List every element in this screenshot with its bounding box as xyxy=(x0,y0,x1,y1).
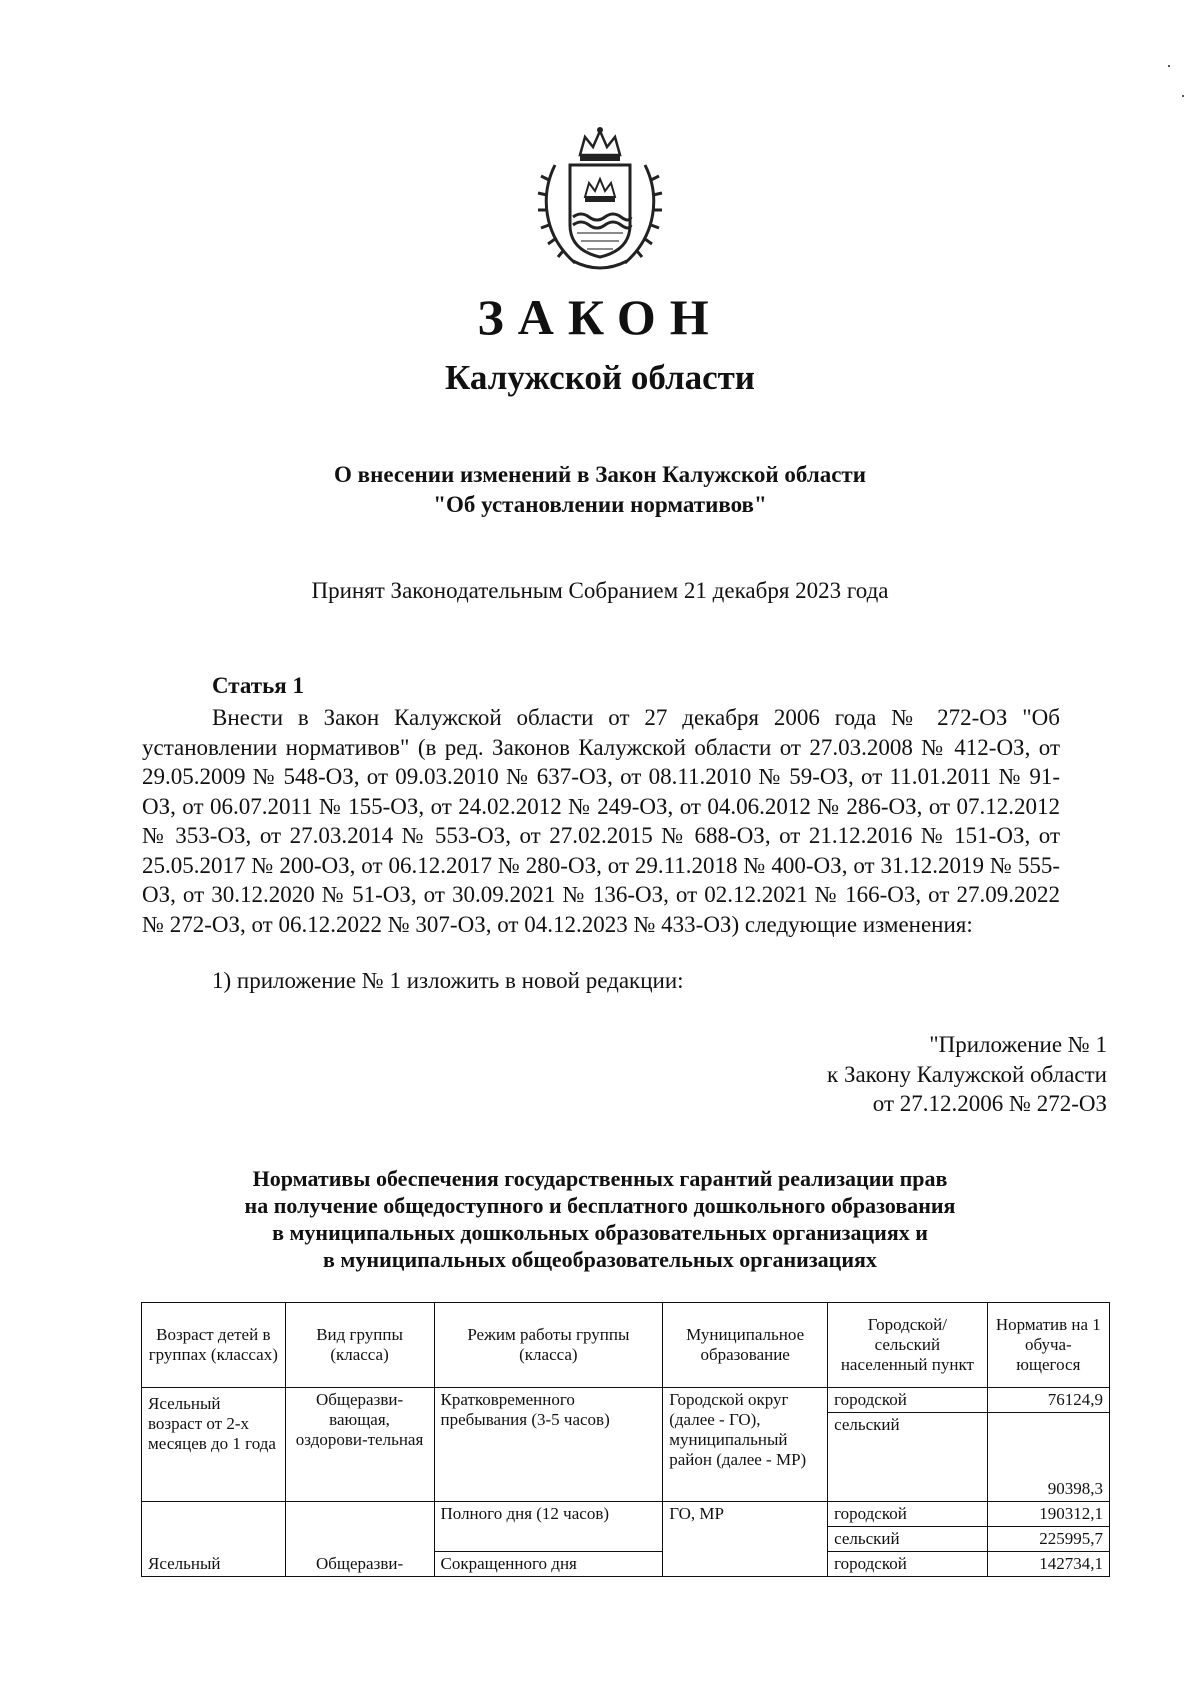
cell-norm-value: 225995,7 xyxy=(987,1527,1109,1552)
standards-table xyxy=(141,1302,1110,1577)
header-age: Возраст детей в группах (классах) xyxy=(142,1303,286,1388)
table-title-line-3: в муниципальных дошкольных образовательных организациях и xyxy=(272,1220,928,1245)
cell-settlement-type: сельский xyxy=(828,1527,988,1552)
header-norm: Норматив на 1 обуча-ющегося xyxy=(987,1303,1109,1388)
article-paragraph: Внести в Закон Калужской области от 27 декабря 2006 года № 272-ОЗ "Об установлении нормативов" (в ред. Законов Калужской области от 27.03.2008 № 412-ОЗ, от 29.05.2009 № 548-ОЗ, от 09.03.2010 № 637-ОЗ, от 08.11.2010 № 59-ОЗ, от 11.01.2011 № 91-ОЗ, от 06.07.2011 № 155-ОЗ, от 24.02.2012 № 249-ОЗ, от 04.06.2012 № 286-ОЗ, от 07.12.2012 № 353-ОЗ, от 27.03.2014 № 553-ОЗ, от 27.02.2015 № 688-ОЗ, от 21.12.2016 № 151-ОЗ, от 25.05.2017 № 200-ОЗ, от 06.12.2017 № 280-ОЗ, от 29.11.2018 № 400-ОЗ, от 31.12.2019 № 555-ОЗ, от 30.12.2020 № 51-ОЗ, от 30.09.2021 № 136-ОЗ, от 02.12.2021 № 166-ОЗ, от 27.09.2022 № 272-ОЗ, от 06.12.2022 № 307-ОЗ, от 04.12.2023 № 433-ОЗ) следующие изменения: xyxy=(142,705,1060,937)
table-header-row xyxy=(142,1303,1110,1388)
annex-line-3: от 27.12.2006 № 272-ОЗ xyxy=(872,1091,1107,1116)
page-bottom-margin xyxy=(0,1622,1200,1697)
annex-line-1: "Приложение № 1 xyxy=(929,1032,1107,1057)
cell-work-mode: Полного дня (12 часов) xyxy=(434,1502,663,1552)
coat-of-arms-icon xyxy=(535,125,665,275)
cell-settlement-type: городской xyxy=(828,1388,988,1413)
cell-age: Ясельный возраст от 2-х месяцев до 1 года xyxy=(142,1388,286,1502)
article-item-1: 1) приложение № 1 изложить в новой редакции: xyxy=(212,968,684,993)
cell-work-mode: Сокращенного дня xyxy=(434,1552,663,1577)
scan-speck xyxy=(1168,65,1170,67)
cell-settlement-type: городской xyxy=(828,1502,988,1527)
subject-line-1: О внесении изменений в Закон Калужской области xyxy=(334,462,866,487)
article-heading: Статья 1 xyxy=(212,673,304,698)
subject-line-2: "Об установлении нормативов" xyxy=(433,492,767,517)
cell-work-mode: Кратковременного пребывания (3-5 часов) xyxy=(434,1388,663,1502)
cell-norm-value: 76124,9 xyxy=(987,1388,1109,1413)
table-title-line-1: Нормативы обеспечения государственных гарантий реализации прав xyxy=(252,1166,948,1191)
law-subject xyxy=(0,460,1200,520)
header-group-type: Вид группы (класса) xyxy=(285,1303,434,1388)
header-settlement-type: Городской/ сельский населенный пункт xyxy=(828,1303,988,1388)
table-title-line-2: на получение общедоступного и бесплатного дошкольного образования xyxy=(244,1193,956,1218)
cell-norm-value: 142734,1 xyxy=(987,1552,1109,1577)
cell-norm-value: 90398,3 xyxy=(987,1413,1109,1502)
scan-speck xyxy=(1182,95,1184,97)
adoption-statement: Принят Законодательным Собранием 21 декабря 2023 года xyxy=(311,578,889,603)
table-title-line-4: в муниципальных общеобразовательных организациях xyxy=(323,1247,877,1272)
cell-group-type: Общеразви-вающая, оздорови-тельная xyxy=(285,1388,434,1502)
table-row xyxy=(142,1502,1110,1527)
cell-age: Ясельный xyxy=(142,1502,286,1577)
annex-line-2: к Закону Калужской области xyxy=(827,1061,1107,1087)
cell-municipality: Городской округ (далее - ГО), муниципальный район (далее - МР) xyxy=(663,1388,828,1502)
table-title xyxy=(0,1165,1200,1273)
cell-group-type: Общеразви- xyxy=(285,1502,434,1577)
region-title: Калужской области xyxy=(445,358,755,397)
cell-settlement-type: сельский xyxy=(828,1413,988,1502)
header-municipality: Муниципальное образование xyxy=(663,1303,828,1388)
cell-settlement-type: городской xyxy=(828,1552,988,1577)
annex-reference xyxy=(700,1030,1107,1119)
document-type-title: ЗАКОН xyxy=(477,289,723,345)
header-work-mode: Режим работы группы (класса) xyxy=(434,1303,663,1388)
cell-norm-value: 190312,1 xyxy=(987,1502,1109,1527)
cell-municipality: ГО, МР xyxy=(663,1502,828,1577)
table-row xyxy=(142,1388,1110,1413)
